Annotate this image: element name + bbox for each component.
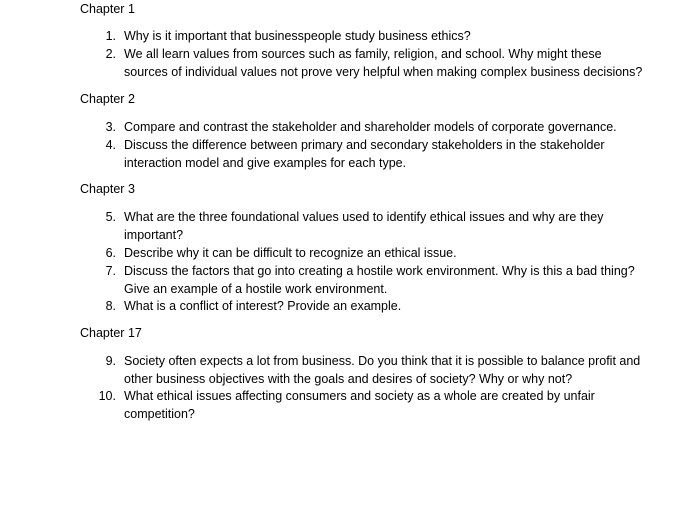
question-number: 2.	[105, 47, 116, 61]
question-7	[98, 262, 648, 298]
question-text: What are the three foundational values used to identify ethical issues and why are they important?	[124, 210, 604, 242]
chapter-3-heading: Chapter 3	[80, 182, 135, 196]
question-number: 9.	[105, 354, 116, 368]
question-6	[98, 244, 648, 262]
question-number: 3.	[105, 120, 116, 134]
question-text: Compare and contrast the stakeholder and shareholder models of corporate governance.	[124, 120, 617, 134]
question-4	[98, 136, 648, 172]
question-text: Discuss the factors that go into creating a hostile work environment. Why is this a bad thing? Give an example of a hostile work environment.	[124, 264, 635, 296]
question-number: 8.	[105, 299, 116, 313]
question-2	[98, 45, 648, 81]
question-text: What ethical issues affecting consumers and society as a whole are created by unfair competition?	[124, 389, 595, 421]
chapter-17-heading: Chapter 17	[80, 326, 142, 340]
question-number: 5.	[105, 210, 116, 224]
question-10	[98, 387, 648, 423]
question-number: 6.	[105, 246, 116, 260]
question-8	[98, 297, 648, 315]
question-5	[98, 208, 648, 244]
question-text: We all learn values from sources such as family, religion, and school. Why might these sources of individual values not prove very helpful when making complex business decisions?	[124, 47, 643, 79]
question-9	[98, 352, 648, 388]
chapter-1-heading: Chapter 1	[80, 2, 135, 16]
question-1	[98, 27, 648, 45]
question-number: 10.	[98, 389, 116, 403]
question-number: 4.	[105, 138, 116, 152]
question-3	[98, 118, 648, 136]
question-number: 1.	[105, 29, 116, 43]
question-text: Discuss the difference between primary and secondary stakeholders in the stakeholder interaction model and give examples for each type.	[124, 138, 605, 170]
question-number: 7.	[105, 264, 116, 278]
question-text: What is a conflict of interest? Provide an example.	[124, 299, 402, 313]
chapter-2-heading: Chapter 2	[80, 92, 135, 106]
question-text: Why is it important that businesspeople study business ethics?	[124, 29, 471, 43]
question-text: Society often expects a lot from business. Do you think that it is possible to balance profit and other business objectives with the goals and desires of society? Why or why not?	[124, 354, 641, 386]
question-text: Describe why it can be difficult to recognize an ethical issue.	[124, 246, 457, 260]
